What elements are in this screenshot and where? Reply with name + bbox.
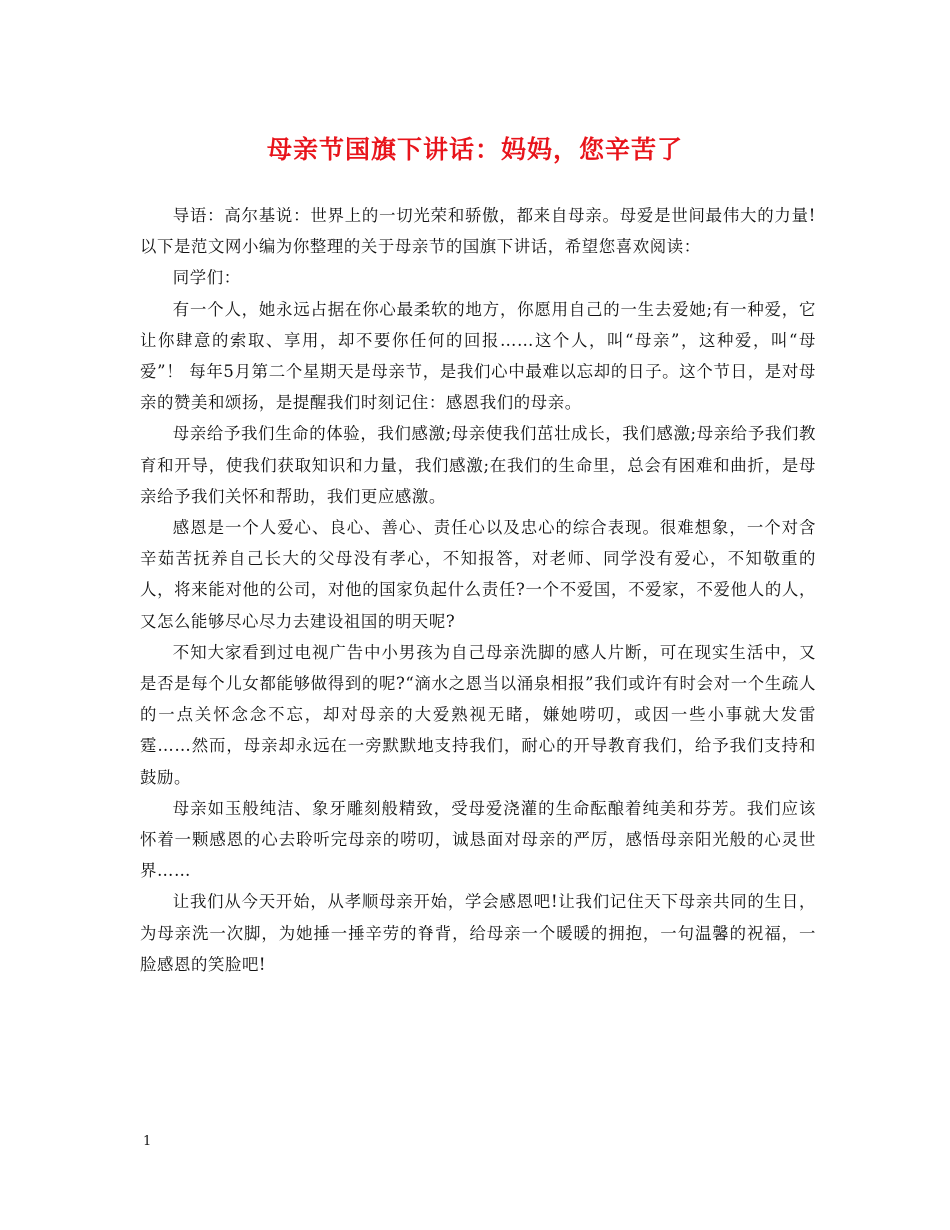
document-body — [140, 200, 816, 980]
paragraph: 母亲给予我们生命的体验，我们感激;母亲使我们茁壮成长，我们感激;母亲给予我们教育和开导，使我们获取知识和力量，我们感激;在我们的生命里，总会有困难和曲折，是母亲给予我们关怀和帮助，我们更应感激。 — [140, 424, 816, 506]
paragraph-intro: 导语：高尔基说：世界上的一切光荣和骄傲，都来自母亲。母爱是世间最伟大的力量!以下是范文网小编为你整理的关于母亲节的国旗下讲话，希望您喜欢阅读： — [140, 206, 816, 257]
paragraph: 母亲如玉般纯洁、象牙雕刻般精致，受母爱浇灌的生命酝酿着纯美和芬芳。我们应该怀着一颗感恩的心去聆听完母亲的唠叨，诚恳面对母亲的严厉，感悟母亲阳光般的心灵世界…… — [140, 798, 816, 881]
paragraph: 感恩是一个人爱心、良心、善心、责任心以及忠心的综合表现。很难想象，一个对含辛茹苦抚养自己长大的父母没有孝心，不知报答，对老师、同学没有爱心，不知敬重的人，将来能对他的公司，对他的国家负起什么责任?一个不爱国，不爱家，不爱他人的人，又怎么能够尽心尽力去建设祖国的明天呢? — [140, 518, 816, 631]
page-number: 1 — [143, 1134, 152, 1149]
paragraph: 不知大家看到过电视广告中小男孩为自己母亲洗脚的感人片断，可在现实生活中，又是否是每个儿女都能够做得到的呢?“滴水之恩当以涌泉相报”我们或许有时会对一个生疏人的一点关怀念念不忘，却对母亲的大爱熟视无睹，嫌她唠叨，或因一些小事就大发雷霆……然而，母亲却永远在一旁默默地支持我们，耐心的开导教育我们，给予我们支持和鼓励。 — [140, 642, 816, 787]
paragraph-closing: 让我们从今天开始，从孝顺母亲开始，学会感恩吧!让我们记住天下母亲共同的生日，为母亲洗一次脚，为她捶一捶辛劳的脊背，给母亲一个暖暖的拥抱，一句温馨的祝福，一脸感恩的笑脸吧! — [140, 892, 816, 974]
paragraph: 有一个人，她永远占据在你心最柔软的地方，你愿用自己的一生去爱她;有一种爱，它让你肆意的索取、享用，却不要你任何的回报……这个人，叫“母亲”，这种爱，叫“母爱”！ 每年5月第二个星期天是母亲节，是我们心中最难以忘却的日子。这个节日，是对母亲的赞美和颂扬，是提醒我们时刻记住：感恩我们的母亲。 — [140, 299, 816, 413]
paragraph-salutation: 同学们： — [172, 268, 241, 288]
document-title: 母亲节国旗下讲话：妈妈，您辛苦了 — [266, 135, 683, 164]
